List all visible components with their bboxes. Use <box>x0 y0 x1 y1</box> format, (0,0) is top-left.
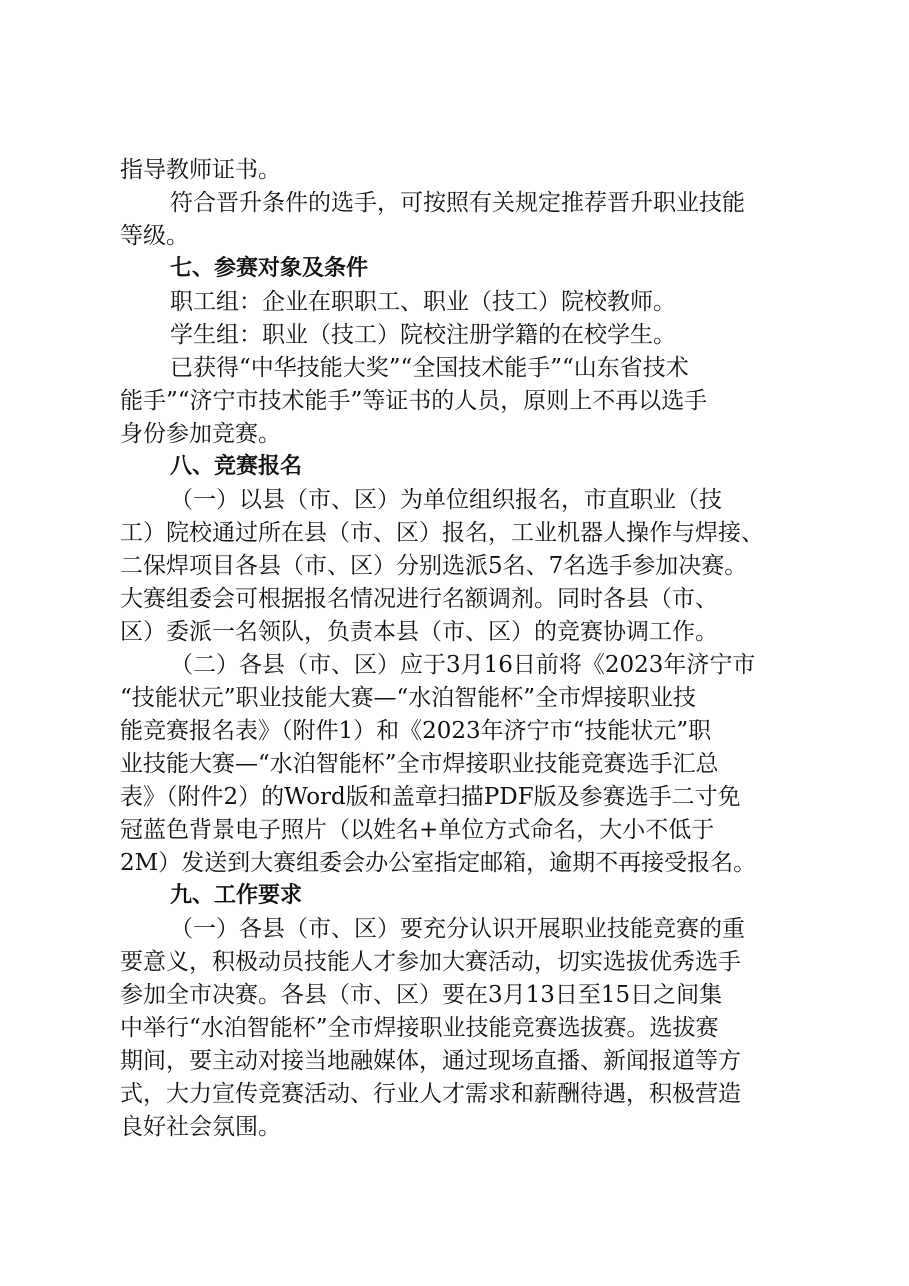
paragraph-line: 中举行“水泊智能杯”全市焊接职业技能竞赛选拔赛。选拔赛 <box>120 1015 719 1041</box>
paragraph-line: 职工组：企业在职职工、职业（技工）院校教师。 <box>170 289 676 315</box>
paragraph-line: 式，大力宣传竞赛活动、行业人才需求和薪酬待遇，积极营造 <box>120 1081 741 1107</box>
paragraph-line: （一）各县（市、区）要充分认识开展职业技能竞赛的重 <box>170 916 745 942</box>
paragraph-line: 业技能大赛—“水泊智能杯”全市焊接职业技能竞赛选手汇总 <box>120 751 719 777</box>
section-heading: 九、工作要求 <box>170 883 303 908</box>
section-heading: 八、竞赛报名 <box>170 454 303 479</box>
paragraph-line: 大赛组委会可根据报名情况进行名额调剂。同时各县（市、 <box>120 586 718 612</box>
paragraph-line: 已获得“中华技能大奖”“全国技术能手”“山东省技术 <box>170 355 689 381</box>
paragraph-line: 2M）发送到大赛组委会办公室指定邮箱，逾期不再接受报名。 <box>120 850 757 876</box>
paragraph-line: （二）各县（市、区）应于3月16日前将《2023年济宁市 <box>170 652 756 678</box>
paragraph-line: 符合晋升条件的选手，可按照有关规定推荐晋升职业技能 <box>170 190 745 216</box>
paragraph-line: 等级。 <box>120 223 189 249</box>
paragraph-line: “技能状元”职业技能大赛—“水泊智能杯”全市焊接职业技 <box>120 685 697 711</box>
paragraph-line: 表》（附件2）的Word版和盖章扫描PDF版及参赛选手二寸免 <box>120 784 741 810</box>
paragraph-line: 期间，要主动对接当地融媒体，通过现场直播、新闻报道等方 <box>120 1048 741 1074</box>
paragraph-line: 指导教师证书。 <box>120 157 281 183</box>
paragraph-line: 能竞赛报名表》（附件1）和《2023年济宁市“技能状元”职 <box>120 718 712 744</box>
paragraph-line: 区）委派一名领队，负责本县（市、区）的竞赛协调工作。 <box>120 619 718 645</box>
paragraph-line: 冠蓝色背景电子照片（以姓名+单位方式命名，大小不低于 <box>120 817 715 843</box>
paragraph-line: 二保焊项目各县（市、区）分别选派5名、7名选手参加决赛。 <box>120 553 748 579</box>
paragraph-line: 能手”“济宁市技术能手”等证书的人员，原则上不再以选手 <box>120 388 708 414</box>
paragraph-line: 身份参加竞赛。 <box>120 421 281 447</box>
section-heading: 七、参赛对象及条件 <box>170 256 369 281</box>
paragraph-line: （一）以县（市、区）为单位组织报名，市直职业（技 <box>170 487 722 513</box>
paragraph-line: 学生组：职业（技工）院校注册学籍的在校学生。 <box>170 322 676 348</box>
paragraph-line: 良好社会氛围。 <box>120 1114 281 1140</box>
paragraph-line: 要意义，积极动员技能人才参加大赛活动，切实选拔优秀选手 <box>120 949 741 975</box>
paragraph-line: 参加全市决赛。各县（市、区）要在3月13日至15日之间集 <box>120 982 723 1008</box>
paragraph-line: 工）院校通过所在县（市、区）报名，工业机器人操作与焊接、 <box>120 520 764 546</box>
